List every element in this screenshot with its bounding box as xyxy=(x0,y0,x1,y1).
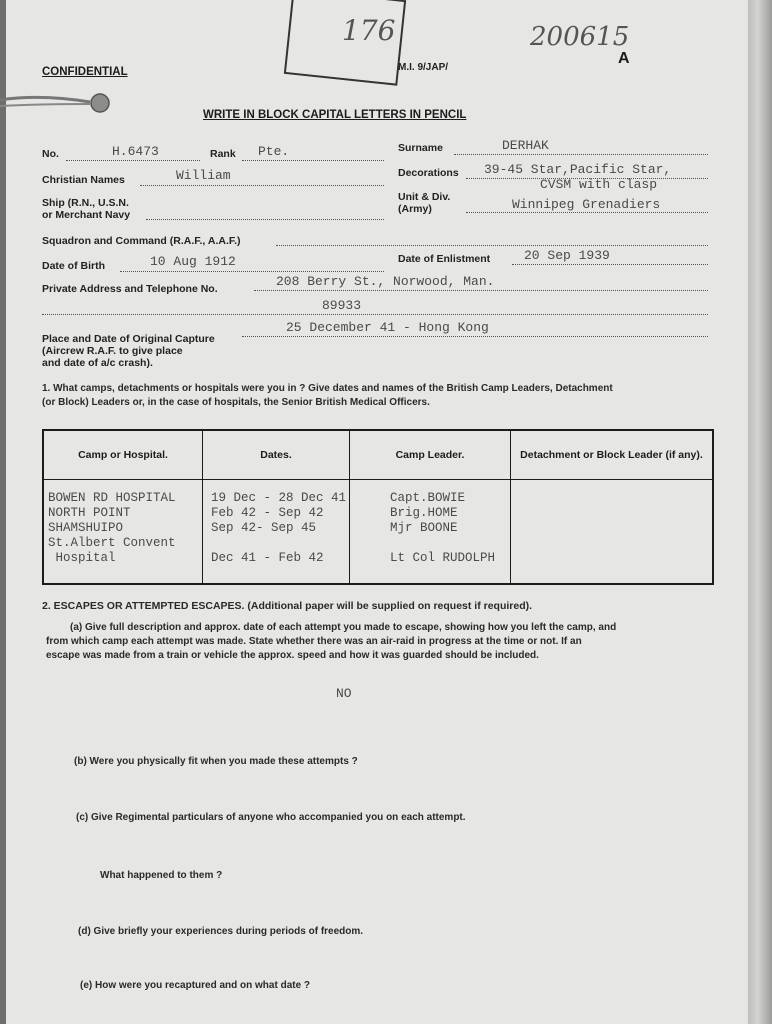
unit-value: Winnipeg Grenadiers xyxy=(512,197,661,212)
leader-entry: Capt.BOWIE xyxy=(390,491,466,505)
capture-value: 25 December 41 - Hong Kong xyxy=(286,320,489,335)
rank-label: Rank xyxy=(210,148,236,160)
christian-names-value: William xyxy=(176,168,231,183)
ship-label-line-1: Ship (R.N., U.S.N. xyxy=(42,197,129,209)
capture-label-line-2: (Aircrew R.A.F. to give place xyxy=(42,345,183,357)
camps-table-header xyxy=(43,430,713,480)
christian-names-underline xyxy=(140,185,384,186)
leader-entry xyxy=(390,536,510,551)
no-underline xyxy=(66,160,200,161)
question-1-line-2: (or Block) Leaders or, in the case of hospitals, the Senior British Medical Officers. xyxy=(42,397,430,408)
date-of-birth-label: Date of Birth xyxy=(42,260,105,272)
dates-column xyxy=(203,480,350,585)
question-2b: (b) Were you physically fit when you made these attempts ? xyxy=(74,756,358,767)
camps-table xyxy=(42,429,714,585)
header-dates: Dates. xyxy=(203,430,350,480)
string-tie-icon xyxy=(0,88,120,118)
rank-value: Pte. xyxy=(258,144,290,159)
unit-label-line-2: (Army) xyxy=(398,203,432,215)
decorations-label: Decorations xyxy=(398,167,459,179)
corner-letter: A xyxy=(618,50,630,67)
address-underline-1 xyxy=(254,290,708,291)
leader-entry: Lt Col RUDOLPH xyxy=(390,551,496,565)
question-2c: (c) Give Regimental particulars of anyone who accompanied you on each attempt. xyxy=(76,812,466,823)
address-label: Private Address and Telephone No. xyxy=(42,283,218,295)
date-entry: Feb 42 - Sep 42 xyxy=(211,506,324,520)
question-2c-followup: What happened to them ? xyxy=(100,870,223,881)
camp-entry: Hospital xyxy=(48,551,116,565)
page-right-edge xyxy=(748,0,772,1024)
question-2-title: 2. ESCAPES OR ATTEMPTED ESCAPES. (Additional paper will be supplied on request if required). xyxy=(42,600,533,612)
form-code: M.I. 9/JAP/ xyxy=(398,62,449,73)
address-underline-2 xyxy=(42,314,708,315)
header-camp-leader: Camp Leader. xyxy=(350,430,511,480)
camp-entry: St.Albert Convent xyxy=(48,536,176,550)
enlistment-underline xyxy=(512,264,708,265)
no-label: No. xyxy=(42,148,59,160)
capture-label-line-3: and date of a/c crash). xyxy=(42,357,153,369)
date-entry: Sep 42- Sep 45 xyxy=(211,521,317,535)
pencil-instruction: WRITE IN BLOCK CAPITAL LETTERS IN PENCIL xyxy=(203,109,467,121)
camp-column xyxy=(43,480,203,585)
date-of-birth-value: 10 Aug 1912 xyxy=(150,254,236,269)
question-1-line-1: 1. What camps, detachments or hospitals were you in ? Give dates and names of the British Camp Leaders, Detachment xyxy=(42,383,613,394)
enlistment-label: Date of Enlistment xyxy=(398,253,491,265)
surname-value: DERHAK xyxy=(502,138,549,153)
capture-label-line-1: Place and Date of Original Capture xyxy=(42,333,215,345)
question-2a-line-2: from which camp each attempt was made. State whether there was an air-raid in progress at the time or not. If an xyxy=(46,636,582,647)
leader-column xyxy=(350,480,511,585)
squadron-underline xyxy=(276,245,708,246)
date-of-birth-underline xyxy=(120,271,384,272)
question-2a-line-3: escape was made from a train or vehicle the approx. speed and how it was guarded should be included. xyxy=(46,650,539,661)
surname-label: Surname xyxy=(398,142,443,154)
leader-entry: Mjr BOONE xyxy=(390,521,458,535)
confidential-label: CONFIDENTIAL xyxy=(42,66,128,78)
question-2e: (e) How were you recaptured and on what date ? xyxy=(80,980,311,991)
date-entry: 19 Dec - 28 Dec 41 xyxy=(211,491,347,505)
camp-entry: BOWEN RD HOSPITAL xyxy=(48,491,176,505)
camp-entry: SHAMSHUIPO xyxy=(48,521,124,535)
christian-names-label: Christian Names xyxy=(42,174,125,186)
service-number: H.6473 xyxy=(112,144,159,159)
enlistment-value: 20 Sep 1939 xyxy=(524,248,610,263)
stamp-number: 176 xyxy=(342,14,396,47)
squadron-label: Squadron and Command (R.A.F., A.A.F.) xyxy=(42,235,241,247)
address-line-2: 89933 xyxy=(322,298,362,313)
rank-underline xyxy=(242,160,384,161)
surname-underline xyxy=(454,154,708,155)
handwritten-reference: 200615 xyxy=(530,22,630,52)
unit-label-line-1: Unit & Div. xyxy=(398,191,451,203)
camps-table-body xyxy=(43,480,713,585)
capture-underline xyxy=(242,336,708,337)
ship-label-line-2: or Merchant Navy xyxy=(42,209,131,221)
ship-underline xyxy=(146,219,384,220)
decorations-line-1: 39-45 Star,Pacific Star, xyxy=(484,162,672,177)
question-2a-answer: NO xyxy=(336,686,352,701)
unit-underline xyxy=(466,212,708,213)
address-line-1: 208 Berry St., Norwood, Man. xyxy=(276,274,495,289)
question-2d: (d) Give briefly your experiences during periods of freedom. xyxy=(78,926,364,937)
camp-entry: NORTH POINT xyxy=(48,506,131,520)
leader-entry: Brig.HOME xyxy=(390,506,458,520)
date-entry xyxy=(211,536,349,551)
question-2a-line-1: (a) Give full description and approx. date of each attempt you made to escape, showing how you left the camp, and xyxy=(70,622,617,633)
header-camp-or-hospital: Camp or Hospital. xyxy=(43,430,203,480)
header-detachment-leader: Detachment or Block Leader (if any). xyxy=(511,430,714,480)
decorations-line-2: CVSM with clasp xyxy=(540,177,658,192)
detachment-column xyxy=(511,480,714,585)
date-entry: Dec 41 - Feb 42 xyxy=(211,551,324,565)
